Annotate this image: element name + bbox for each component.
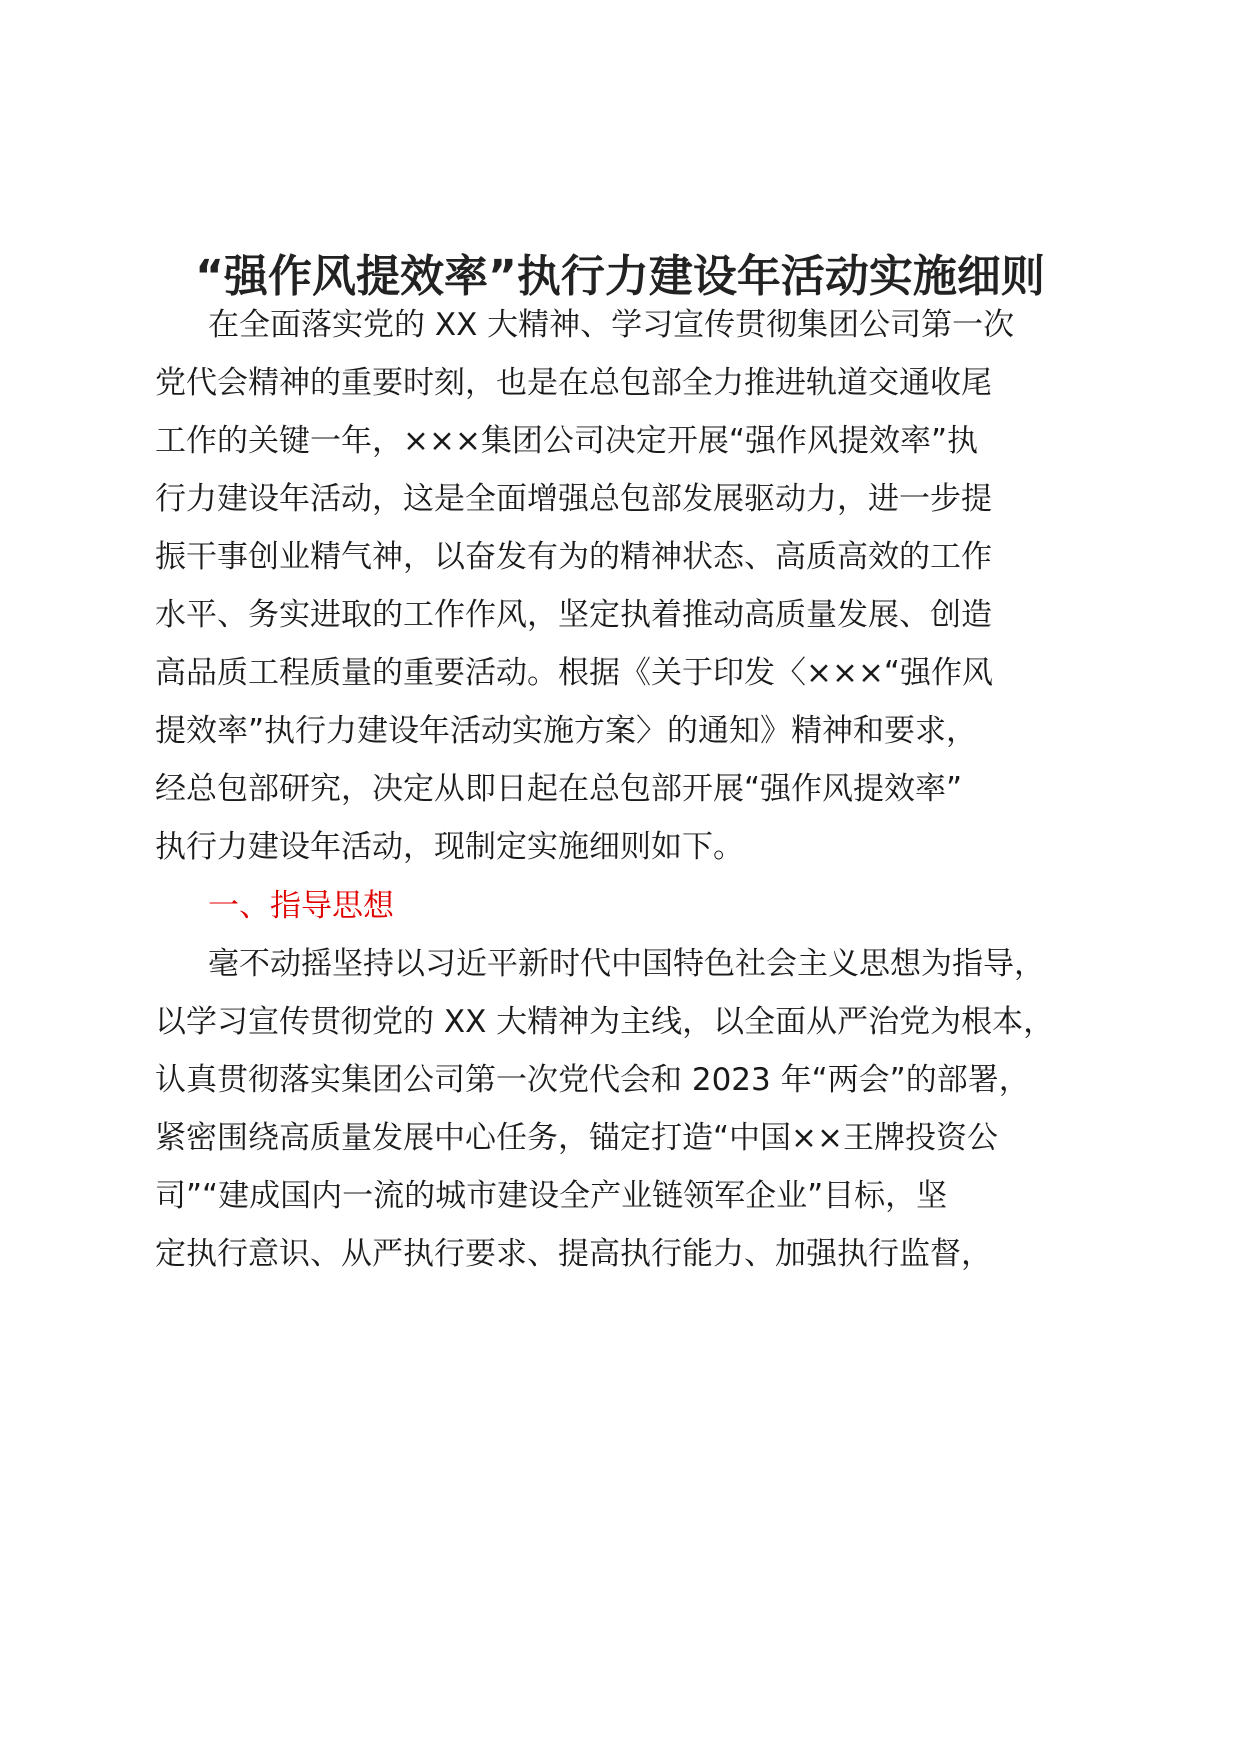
paragraph-line: 以学习宣传贯彻党的 XX 大精神为主线，以全面从严治党为根本， bbox=[155, 1004, 1055, 1040]
paragraph-line: 在全面落实党的 XX 大精神、学习宣传贯彻集团公司第一次 bbox=[208, 307, 1015, 343]
paragraph-line: 执行力建设年活动，现制定实施细则如下。 bbox=[155, 829, 744, 865]
paragraph-line: 工作的关键一年，×××集团公司决定开展“强作风提效率”执 bbox=[155, 423, 979, 459]
paragraph-line: 经总包部研究，决定从即日起在总包部开展“强作风提效率” bbox=[155, 771, 963, 807]
paragraph-line: 司”“建成国内一流的城市建设全产业链领军企业”目标，坚 bbox=[155, 1178, 948, 1214]
paragraph-line: 水平、务实进取的工作作风，坚定执着推动高质量发展、创造 bbox=[155, 597, 992, 633]
paragraph-line: 振干事创业精气神，以奋发有为的精神状态、高质高效的工作 bbox=[155, 539, 992, 575]
paragraph-line: 毫不动摇坚持以习近平新时代中国特色社会主义思想为指导， bbox=[208, 946, 1045, 982]
paragraph-line: 定执行意识、从严执行要求、提高执行能力、加强执行监督， bbox=[155, 1236, 992, 1272]
paragraph-line: 紧密围绕高质量发展中心任务，锚定打造“中国××王牌投资公 bbox=[155, 1120, 999, 1156]
paragraph-line: 党代会精神的重要时刻，也是在总包部全力推进轨道交通收尾 bbox=[155, 365, 992, 401]
paragraph-line: 提效率”执行力建设年活动实施方案〉的通知》精神和要求， bbox=[155, 713, 978, 749]
paragraph-line: 认真贯彻落实集团公司第一次党代会和 2023 年“两会”的部署， bbox=[155, 1062, 1030, 1098]
paragraph-line: 行力建设年活动，这是全面增强总包部发展驱动力，进一步提 bbox=[155, 481, 992, 517]
paragraph-line: 高品质工程质量的重要活动。根据《关于印发〈×××“强作风 bbox=[155, 655, 993, 691]
section-heading: 一、指导思想 bbox=[208, 888, 394, 924]
document-title: “强作风提效率”执行力建设年活动实施细则 bbox=[195, 251, 1045, 302]
